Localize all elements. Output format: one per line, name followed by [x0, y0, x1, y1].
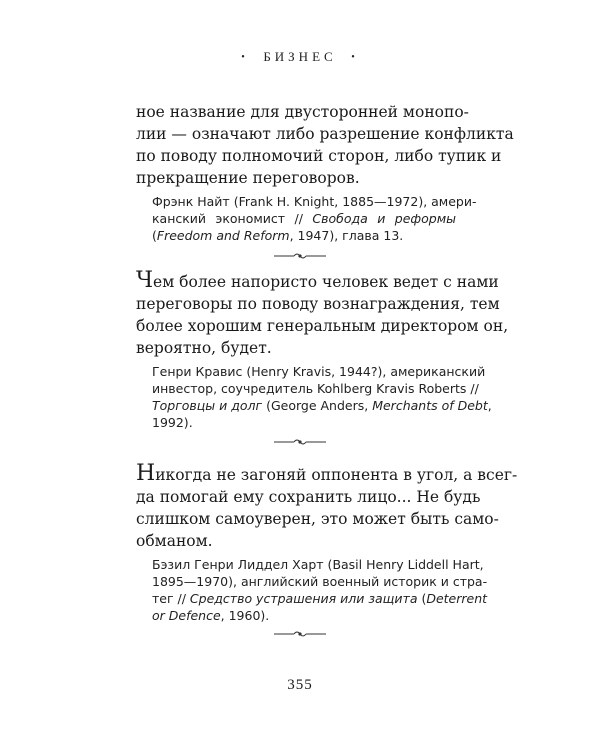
attribution-text: инвестор, соучредитель Kohlberg Kravis Roberts //	[152, 381, 479, 396]
book-title-ru: Торговцы и долг	[152, 398, 263, 413]
attribution-line	[152, 380, 479, 397]
ornament-divider-3	[270, 628, 330, 640]
attribution-text: Генри Кравис (Henry Kravis, 1944?), американский	[152, 364, 486, 379]
quote-block-3	[136, 461, 518, 624]
quote-line	[136, 461, 518, 486]
attribution-line	[152, 590, 488, 607]
attribution-text: Фрэнк Найт (Frank H. Knight, 1885—1972), амери-	[152, 194, 477, 209]
attribution-text: , 1947), глава 13.	[289, 228, 404, 243]
attribution-text: 1895—1970), английский военный историк и стра-	[152, 574, 488, 589]
book-title-en: or Defence	[152, 608, 221, 623]
attribution-text: (	[152, 228, 157, 243]
quote-block-1	[136, 101, 514, 244]
quote-line: переговоры по поводу вознаграждения, тем	[136, 295, 500, 313]
attribution-text: тег //	[152, 591, 190, 606]
book-title-en: Freedom and Reform	[156, 228, 290, 243]
attribution-line	[152, 414, 456, 431]
quote-line: по поводу полномочий сторон, либо тупик и	[136, 147, 502, 165]
quote-line: слишком самоуверен, это может быть само-	[136, 510, 499, 528]
ornament-icon	[270, 628, 330, 640]
quote-line: ное название для двусторонней монопо-	[136, 103, 469, 121]
attribution-line	[152, 210, 456, 227]
attribution-2	[152, 363, 492, 431]
attribution-line	[152, 573, 488, 590]
quote-block-2	[136, 268, 509, 431]
attribution-line	[152, 193, 477, 210]
attribution-line	[152, 607, 456, 624]
quote-line	[136, 268, 499, 293]
attribution-line	[152, 397, 492, 414]
header-title: БИЗНЕС	[263, 49, 337, 64]
book-title-en: Merchants of Debt	[372, 398, 488, 413]
header-dot-right: •	[351, 52, 359, 63]
book-title-ru: Средство устрашения или защита	[189, 591, 418, 606]
book-title-en: Deterrent	[426, 591, 488, 606]
quote-text-2	[136, 268, 509, 359]
quote-line: обманом.	[136, 532, 213, 550]
attribution-1	[152, 193, 477, 244]
quote-line: да помогай ему сохранить лицо... Не будь	[136, 488, 481, 506]
quote-line-text: икогда не загоняй оппонента в угол, а всег-	[155, 466, 518, 484]
attribution-text: 1992).	[152, 415, 193, 430]
attribution-text: (George Anders,	[262, 398, 373, 413]
quote-line: более хорошим генеральным директором он,	[136, 317, 509, 335]
ornament-divider-2	[270, 436, 330, 448]
page-number: 355	[287, 677, 313, 693]
attribution-3	[152, 556, 488, 624]
quote-text-3	[136, 461, 518, 552]
header-dot-left: •	[241, 52, 249, 63]
drop-cap: Н	[136, 461, 156, 486]
quote-text-1	[136, 101, 514, 189]
ornament-divider-1	[270, 250, 330, 262]
ornament-icon	[270, 250, 330, 262]
attribution-text: (	[417, 591, 427, 606]
drop-cap: Ч	[136, 268, 154, 293]
attribution-line	[152, 556, 484, 573]
attribution-text: , 1960).	[220, 608, 270, 623]
attribution-line	[152, 363, 486, 380]
ornament-icon	[270, 436, 330, 448]
attribution-text: канский экономист //	[152, 211, 313, 226]
quote-line-text: ем более напористо человек ведет с нами	[153, 273, 499, 291]
quote-line: прекращение переговоров.	[136, 169, 360, 187]
attribution-text: Бэзил Генри Лиддел Харт (Basil Henry Liddell Hart,	[152, 557, 484, 572]
running-header	[0, 49, 600, 65]
quote-line: вероятно, будет.	[136, 339, 272, 357]
book-title-ru: Свобода и реформы	[312, 211, 456, 226]
attribution-line	[152, 227, 456, 244]
quote-line: лии — означают либо разрешение конфликта	[136, 125, 514, 143]
attribution-text: ,	[487, 398, 492, 413]
